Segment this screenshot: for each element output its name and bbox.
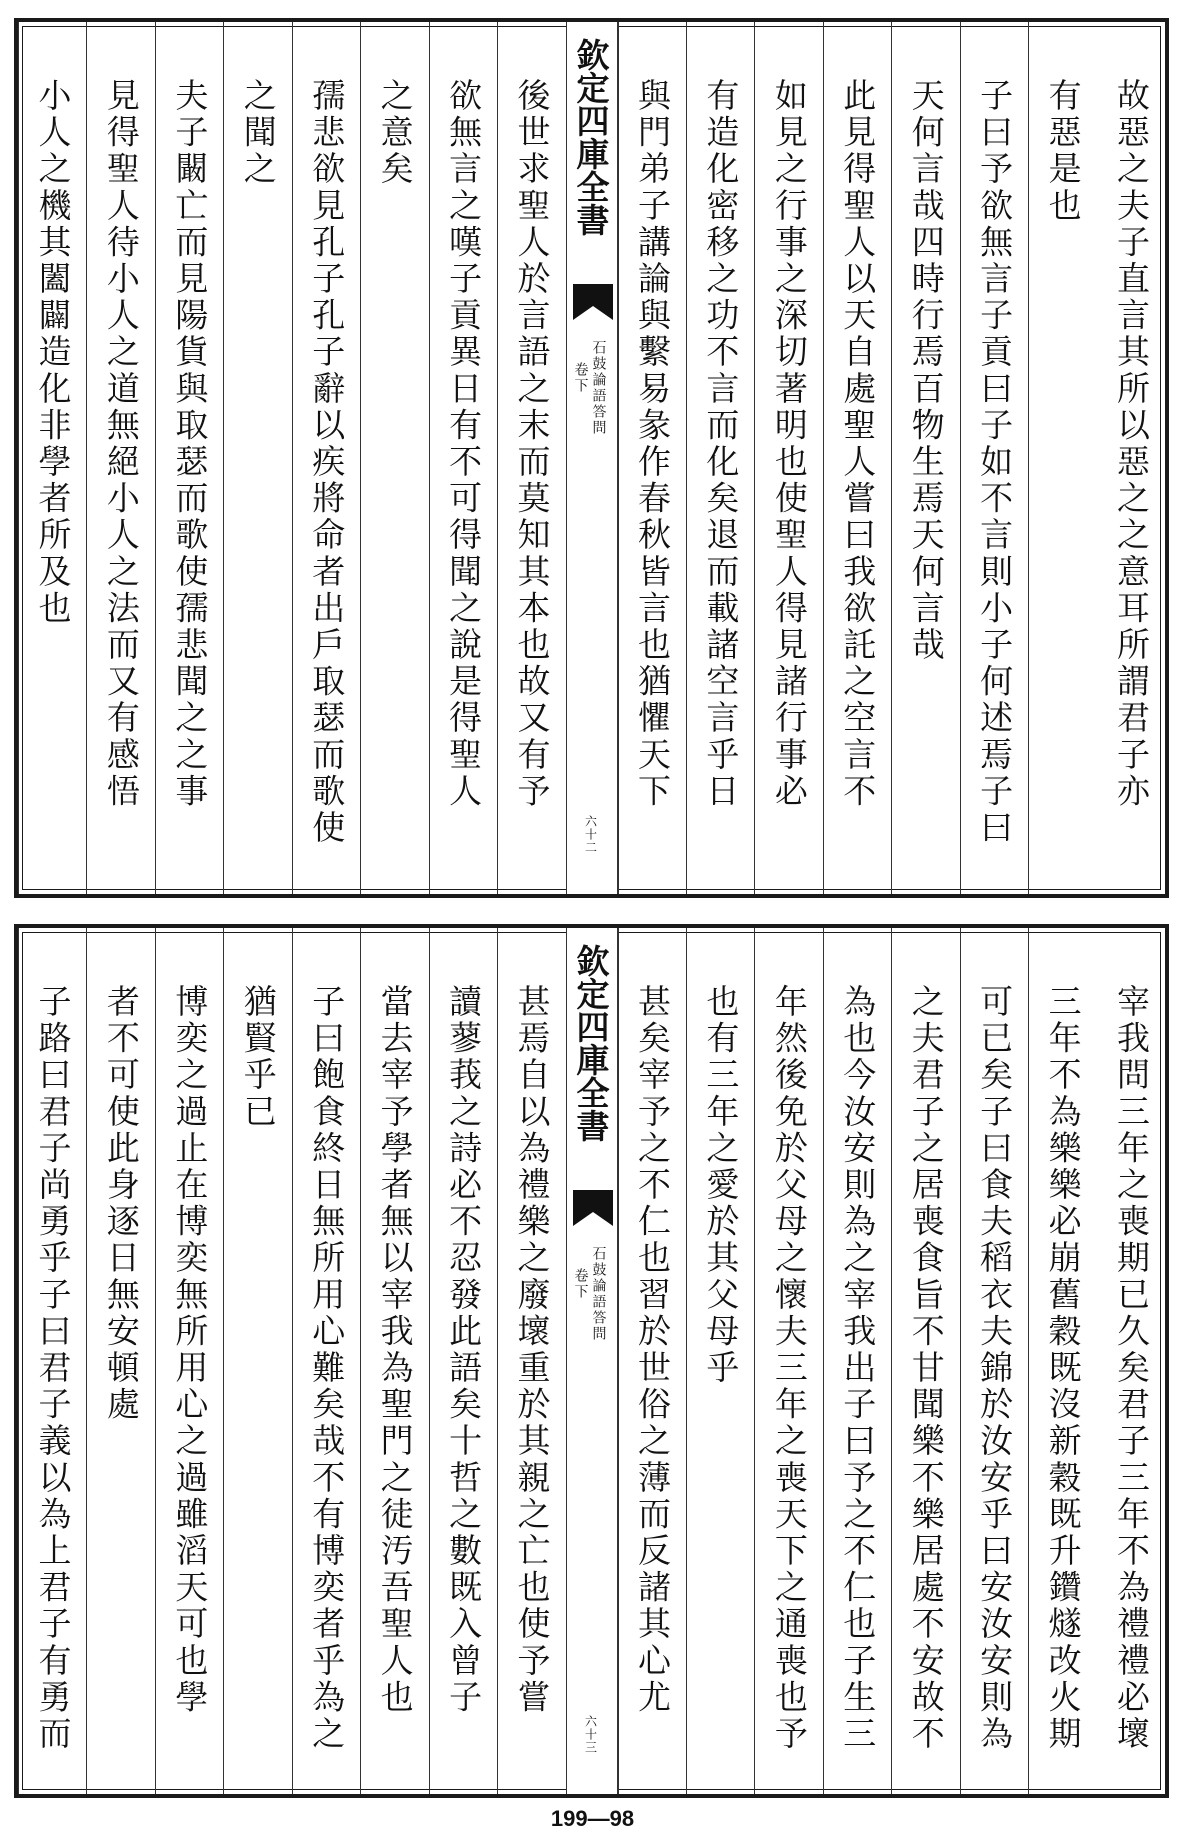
- text-column: 見得聖人待小人之道無絕小人之法而又有感悟: [86, 22, 154, 894]
- text-column: 年然後免於父母之懷夫三年之喪天下之通喪也予: [754, 928, 822, 1794]
- fishtail-mark-icon: [573, 284, 613, 320]
- page-number: 199—98: [550, 1806, 635, 1831]
- text-column: 猶賢乎已: [223, 928, 291, 1794]
- text-column: 甚矣宰予之不仁也習於世俗之薄而反諸其心尤: [618, 928, 686, 1794]
- text-column: 者不可使此身逐日無安頓處: [86, 928, 154, 1794]
- text-column: 故惡之夫子直言其所以惡之之意耳所謂君子亦: [1112, 78, 1151, 810]
- fishtail-mark-icon: [573, 1190, 613, 1226]
- text-column: 也有三年之愛於其父母乎: [686, 928, 754, 1794]
- text-column: 為也今汝安則為之宰我出子曰予之不仁也子生三: [823, 928, 891, 1794]
- text-column: 子曰予欲無言子貢曰子如不言則小子何述焉子曰: [960, 22, 1028, 894]
- banner-book: 石鼓論語答問: [590, 340, 607, 436]
- text-column: 孺悲欲見孔子孔子辭以疾將命者出戶取瑟而歌使: [292, 22, 360, 894]
- text-column: 當去宰予學者無以宰我為聖門之徒汚吾聖人也: [360, 928, 428, 1794]
- banner-title: 欽定四庫全書: [571, 944, 611, 1142]
- text-column: 之夫君子之居喪食旨不甘聞樂不樂居處不安故不: [891, 928, 959, 1794]
- text-column: 夫子闞亡而見陽貨與取瑟而歌使孺悲聞之之事: [155, 22, 223, 894]
- text-column: 之意矣: [360, 22, 428, 894]
- banner-title: 欽定四庫全書: [571, 38, 611, 236]
- text-column: 欲無言之嘆子貢異日有不可得聞之說是得聖人: [429, 22, 497, 894]
- text-column: 與門弟子講論與繫易彖作春秋皆言也猶懼天下: [618, 22, 686, 894]
- text-column: 讀蓼莪之詩必不忍發此語矣十哲之數既入曾子: [429, 928, 497, 1794]
- center-banner: [566, 928, 618, 1794]
- text-column: 如見之行事之深切著明也使聖人得見諸行事必: [754, 22, 822, 894]
- text-column: 三年不為樂樂必崩舊穀既沒新穀既升鑽燧改火期: [1028, 928, 1096, 1794]
- banner-volume: 卷下: [572, 1268, 589, 1300]
- center-banner: [566, 22, 618, 894]
- text-column: 天何言哉四時行焉百物生焉天何言哉: [891, 22, 959, 894]
- text-column: 博奕之過止在博奕無所用心之過雖滔天可也學: [155, 928, 223, 1794]
- text-column: 宰我問三年之喪期已久矣君子三年不為禮禮必壞: [1112, 984, 1151, 1753]
- text-column: 子路曰君子尚勇乎子曰君子義以為上君子有勇而: [18, 928, 86, 1794]
- bottom-page: [14, 924, 1169, 1798]
- top-page: [14, 18, 1169, 898]
- text-column: 此見得聖人以天自處聖人嘗曰我欲託之空言不: [823, 22, 891, 894]
- banner-folio: 六十二: [583, 815, 598, 854]
- text-column: 可已矣子曰食夫稻衣夫錦於汝安乎曰安汝安則為: [960, 928, 1028, 1794]
- banner-folio: 六十三: [583, 1715, 598, 1754]
- text-column: 子曰飽食終日無所用心難矣哉不有博奕者乎為之: [292, 928, 360, 1794]
- text-column: 甚焉自以為禮樂之廢壞重於其親之亡也使予嘗: [497, 928, 565, 1794]
- text-column: 之聞之: [223, 22, 291, 894]
- text-column: 有造化密移之功不言而化矣退而載諸空言乎日: [686, 22, 754, 894]
- text-column: 小人之機其闔闢造化非學者所及也: [18, 22, 86, 894]
- banner-book: 石鼓論語答問: [590, 1246, 607, 1342]
- text-column: 有惡是也: [1028, 22, 1096, 894]
- banner-volume: 卷下: [572, 362, 589, 394]
- text-column: 後世求聖人於言語之末而莫知其本也故又有予: [497, 22, 565, 894]
